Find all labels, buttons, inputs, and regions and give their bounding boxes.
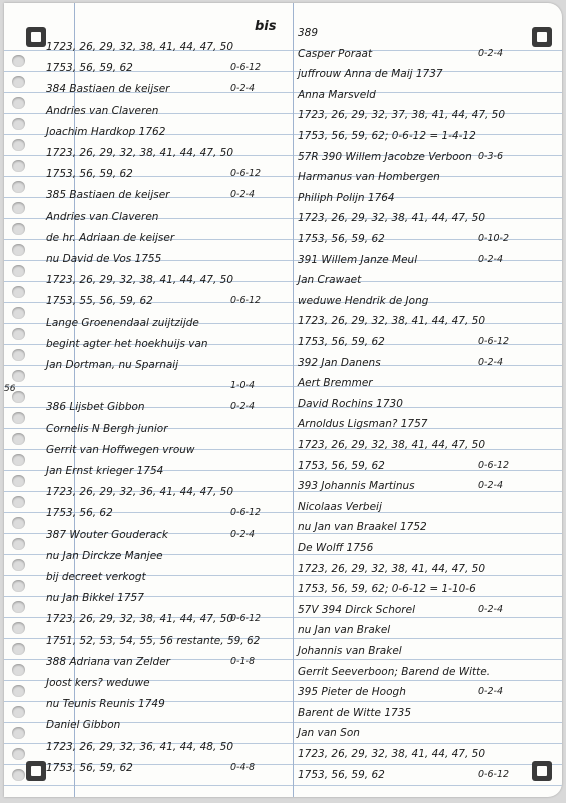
entry-text: Joost kers? weduwe [46,677,150,689]
entry-text: weduwe Hendrik de Jong [298,294,429,307]
center-margin-line [293,3,294,797]
entry-amount: 0-2-4 [230,83,255,95]
binder-hole [12,265,25,277]
binder-hole [12,286,25,298]
entry-text: 1751, 52, 53, 54, 55, 56 restante, 59, 62 [46,634,261,647]
entry-amount: 0-1-8 [230,655,255,667]
entry-text: Andries van Claveren [46,104,159,117]
entry-text: 1753, 56, 59, 62 [46,761,133,774]
entry-text: 1723, 26, 29, 32, 38, 41, 44, 47, 50 [298,748,486,760]
entry-text: 391 Willem Janze Meul [298,253,418,266]
entry-amount: 0-6-12 [230,168,262,180]
entry-amount: 0-6-12 [478,459,510,471]
entry-amount: 0-2-4 [478,480,503,492]
binder-hole [12,202,25,214]
entry-text: nu Teunis Reunis 1749 [46,698,165,711]
entry-text: Andries van Claveren [46,210,159,223]
entry-text: 393 Johannis Martinus [298,480,415,493]
entry-amount: 0-2-4 [478,253,503,265]
entry-text: 1753, 56, 59, 62 [298,459,385,472]
entry-text: Johannis van Brakel [298,645,402,657]
binder-hole [12,370,25,382]
entry-text: 1753, 56, 59, 62 [46,62,133,75]
corner-marker-icon [26,27,46,47]
entry-text: 1723, 26, 29, 32, 36, 41, 44, 48, 50 [46,740,234,753]
corner-marker-icon [532,27,552,47]
entry-text: Jan Ernst krieger 1754 [46,465,164,477]
entry-amount: 0-3-6 [478,150,503,162]
binder-hole [12,601,25,613]
entry-amount: 0-2-4 [478,603,503,615]
binder-hole [12,328,25,340]
entry-text: 1753, 56, 59, 62 [46,168,133,181]
entry-amount: 0-6-12 [478,768,510,780]
entry-text: de hr. Adriaan de keijser [46,231,175,244]
binder-hole [12,727,25,739]
entry-text: juffrouw Anna de Maij 1737 [298,68,443,81]
entry-text: 1753, 56, 59, 62 [298,233,385,245]
entry-text: 1753, 56, 59, 62; 0-6-12 = 1-4-12 [298,130,476,142]
entry-text: 1723, 26, 29, 32, 38, 41, 44, 47, 50 [298,439,486,451]
entry-text: 395 Pieter de Hoogh [298,686,406,699]
entry-text: Philiph Polijn 1764 [298,191,395,204]
binder-hole [12,349,25,361]
entry-amount: 0-2-4 [478,356,503,368]
entry-text: 388 Adriana van Zelder [46,655,170,668]
entry-text: 1753, 56, 62 [46,507,113,520]
entry-text: nu Jan van Brakel [298,624,391,637]
entry-text: Gerrit Seeverboon; Barend de Witte. [298,665,491,678]
binder-hole [12,97,25,109]
binder-hole [12,223,25,235]
entry-text: begint agter het hoekhuijs van [46,337,208,350]
entry-amount: 0-6-12 [230,295,262,307]
entry-amount: 0-6-12 [230,507,262,519]
entry-text: nu Jan van Braakel 1752 [298,521,427,534]
page-number: bis [255,19,277,34]
binder-hole [12,685,25,697]
entry-text: bij decreet verkogt [46,571,146,583]
entry-amount: 0-10-2 [478,233,510,244]
binder-hole [12,76,25,88]
entry-text: nu David de Vos 1755 [46,253,162,265]
margin-note: 56 [4,384,16,394]
entry-amount: 1-0-4 [230,380,255,392]
binder-hole [12,622,25,634]
ruled-line [4,386,562,387]
entry-text: 1723, 26, 29, 32, 38, 41, 44, 47, 50 [46,147,234,159]
entry-text: 389 [298,27,319,39]
entry-text: 1723, 26, 29, 32, 38, 41, 44, 47, 50 [298,315,486,328]
entry-text: 1723, 26, 29, 32, 38, 41, 44, 47, 50 [298,212,486,225]
entry-text: Jan Crawaet [298,274,362,287]
entry-text: 1723, 26, 29, 32, 38, 41, 44, 47, 50 [298,562,486,575]
binder-hole [12,160,25,172]
entry-text: Gerrit van Hoffwegen vrouw [46,443,195,456]
entry-text: Casper Poraat [298,47,373,60]
entry-text: nu Jan Bikkel 1757 [46,592,144,605]
entry-amount: 0-2-4 [230,401,255,413]
binder-hole [12,580,25,592]
entry-text: 57V 394 Dirck Schorel [298,603,415,616]
entry-text: 1753, 56, 59, 62 [298,336,385,348]
entry-text: 385 Bastiaen de keijser [46,189,170,202]
ruled-line [4,785,562,786]
entry-amount: 0-2-4 [478,686,503,698]
entry-text: 1723, 26, 29, 32, 37, 38, 41, 44, 47, 50 [298,109,506,122]
entry-text: 1723, 26, 29, 32, 38, 41, 44, 47, 50 [46,41,234,53]
entry-text: 1723, 26, 29, 32, 38, 41, 44, 47, 50 [46,274,234,287]
entry-amount: 0-6-12 [478,336,510,347]
entry-text: Jan van Son [298,727,360,740]
entry-text: 392 Jan Danens [298,356,381,369]
entry-amount: 0-6-12 [230,62,262,74]
binder-hole [12,244,25,256]
entry-text: 386 Lijsbet Gibbon [46,401,145,414]
entry-text: 387 Wouter Gouderack [46,528,169,541]
entry-text: 1753, 56, 59, 62; 0-6-12 = 1-10-6 [298,583,476,596]
entry-text: 1723, 26, 29, 32, 36, 41, 44, 47, 50 [46,486,234,499]
entry-text: Cornelis N Bergh junior [46,422,168,435]
entry-text: Daniel Gibbon [46,719,121,732]
corner-marker-icon [532,761,552,781]
entry-text: Anna Marsveld [298,88,376,101]
entry-text: De Wolff 1756 [298,542,374,554]
entry-text: Arnoldus Ligsman? 1757 [298,418,428,431]
binder-hole [12,769,25,781]
entry-text: Joachim Hardkop 1762 [46,125,166,138]
binder-hole [12,496,25,508]
binder-hole [12,433,25,445]
binder-hole [12,517,25,529]
entry-text: 1753, 55, 56, 59, 62 [46,295,153,308]
binder-hole [12,454,25,466]
binder-hole [12,55,25,67]
entry-text: Nicolaas Verbeij [298,500,382,513]
entry-amount: 0-6-12 [230,613,262,625]
binder-hole [12,748,25,760]
binder-hole [12,181,25,193]
entry-amount: 0-2-4 [478,47,503,59]
entry-text: 384 Bastiaen de keijser [46,83,170,96]
binder-hole [12,475,25,487]
binder-hole [12,118,25,130]
entry-text: Barent de Witte 1735 [298,706,412,719]
binder-hole [12,643,25,655]
entry-text: Aert Bremmer [298,377,373,390]
entry-amount: 0-2-4 [230,189,255,201]
entry-text: David Rochins 1730 [298,397,403,410]
entry-text: 57R 390 Willem Jacobze Verboon [298,150,472,163]
binder-hole [12,538,25,550]
entry-text: 1723, 26, 29, 32, 38, 41, 44, 47, 50 [46,613,234,626]
entry-text: Harmanus van Hombergen [298,171,440,184]
binder-hole [12,139,25,151]
binder-hole [12,559,25,571]
binder-hole [12,706,25,718]
entry-text: nu Jan Dirckze Manjee [46,549,163,562]
binder-hole [12,307,25,319]
corner-marker-icon [26,761,46,781]
entry-text: Lange Groenendaal zuijtzijde [46,316,199,329]
binder-hole [12,412,25,424]
entry-text: Jan Dortman, nu Sparnaij [46,359,179,371]
entry-amount: 0-4-8 [230,761,255,773]
notebook-page [4,3,562,797]
entry-text: 1753, 56, 59, 62 [298,768,385,781]
binder-hole [12,664,25,676]
entry-amount: 0-2-4 [230,528,255,540]
